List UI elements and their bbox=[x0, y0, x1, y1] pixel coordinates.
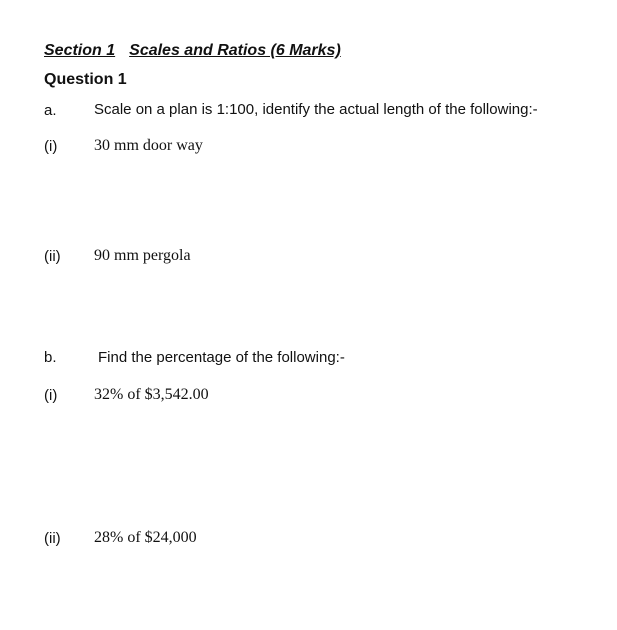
question-title: Question 1 bbox=[44, 71, 127, 88]
section-heading bbox=[44, 42, 341, 60]
part-a-item-2-label: (ii) bbox=[44, 248, 61, 265]
part-b-item-1-text: 32% of $3,542.00 bbox=[94, 386, 209, 403]
part-a-label: a. bbox=[44, 102, 57, 119]
section-title: Scales and Ratios (6 Marks) bbox=[129, 42, 341, 59]
section-number: Section 1 bbox=[44, 42, 116, 59]
part-b-label: b. bbox=[44, 349, 57, 366]
part-a-item-1-label: (i) bbox=[44, 138, 58, 155]
part-b-item-2-label: (ii) bbox=[44, 530, 61, 547]
part-a-item-2-text: 90 mm pergola bbox=[94, 247, 191, 264]
part-b-prompt: Find the percentage of the following:- bbox=[98, 349, 345, 366]
part-a-prompt: Scale on a plan is 1:100, identify the actual length of the following:- bbox=[94, 101, 538, 118]
part-a-item-1-text: 30 mm door way bbox=[94, 137, 203, 154]
part-b-item-2-text: 28% of $24,000 bbox=[94, 529, 197, 546]
part-b-item-1-label: (i) bbox=[44, 387, 58, 404]
